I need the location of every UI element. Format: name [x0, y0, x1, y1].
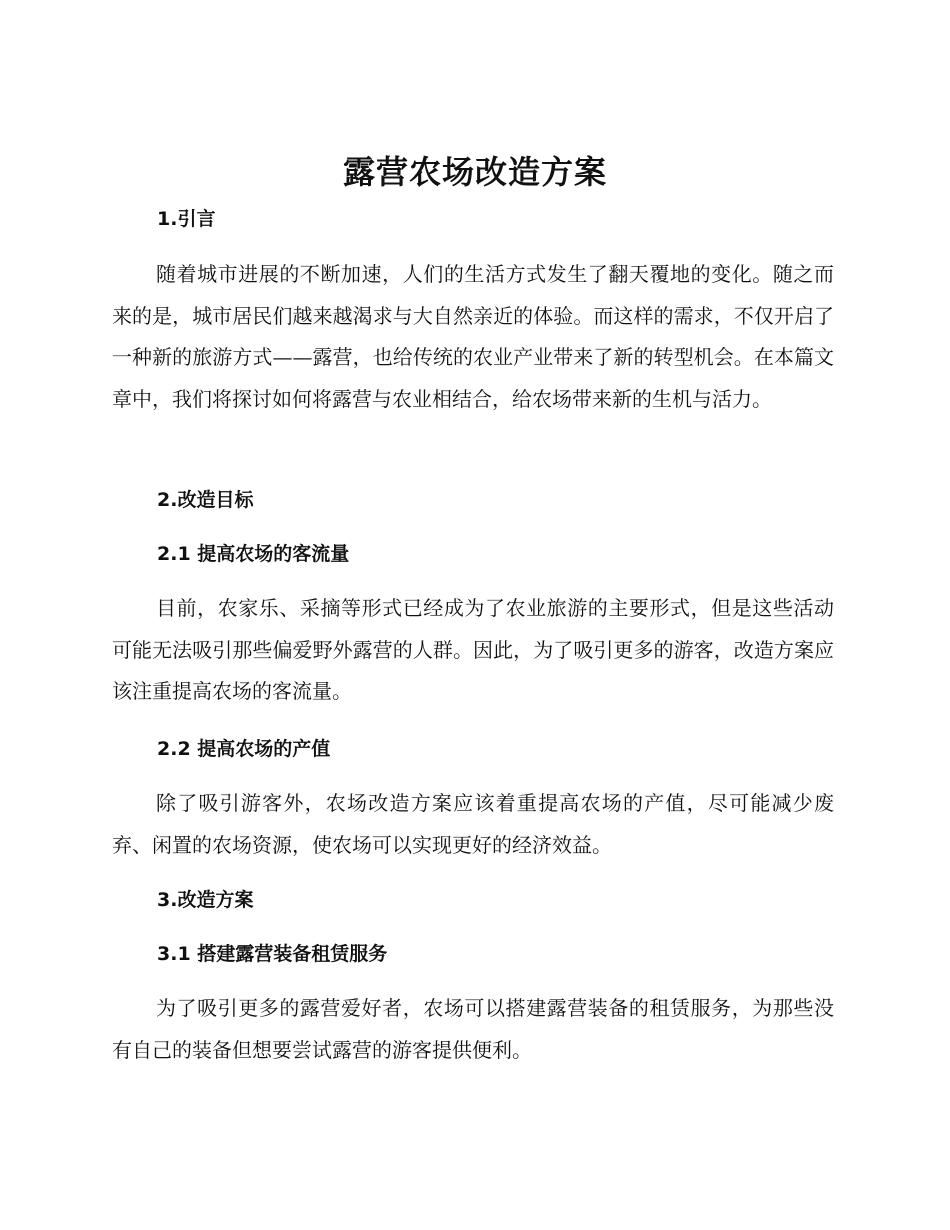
subsection-heading-visitor-flow: 2.1 提高农场的客流量	[157, 543, 350, 565]
document-title: 露营农场改造方案	[342, 153, 607, 191]
paragraph-output-value: 除了吸引游客外，农场改造方案应该着重提高农场的产值，尽可能减少废弃、闲置的农场资源，使农场可以实现更好的经济效益。	[112, 791, 834, 857]
section-heading-intro: 1.引言	[157, 208, 216, 230]
section-heading-plan: 3.改造方案	[157, 889, 254, 911]
paragraph-gear-rental: 为了吸引更多的露营爱好者，农场可以搭建露营装备的租赁服务，为那些没有自己的装备但想要尝试露营的游客提供便利。	[112, 996, 834, 1062]
subsection-heading-gear-rental: 3.1 搭建露营装备租赁服务	[157, 943, 388, 965]
section-heading-goals: 2.改造目标	[157, 489, 254, 511]
subsection-heading-output-value: 2.2 提高农场的产值	[157, 738, 331, 760]
paragraph-intro: 随着城市进展的不断加速，人们的生活方式发生了翻天覆地的变化。随之而来的是，城市居民们越来越渴求与大自然亲近的体验。而这样的需求，不仅开启了一种新的旅游方式——露营，也给传统的农业产业带来了新的转型机会。在本篇文章中，我们将探讨如何将露营与农业相结合，给农场带来新的生机与活力。	[112, 262, 834, 411]
paragraph-visitor-flow: 目前，农家乐、采摘等形式已经成为了农业旅游的主要形式，但是这些活动可能无法吸引那些偏爱野外露营的人群。因此，为了吸引更多的游客，改造方案应该注重提高农场的客流量。	[112, 596, 834, 703]
